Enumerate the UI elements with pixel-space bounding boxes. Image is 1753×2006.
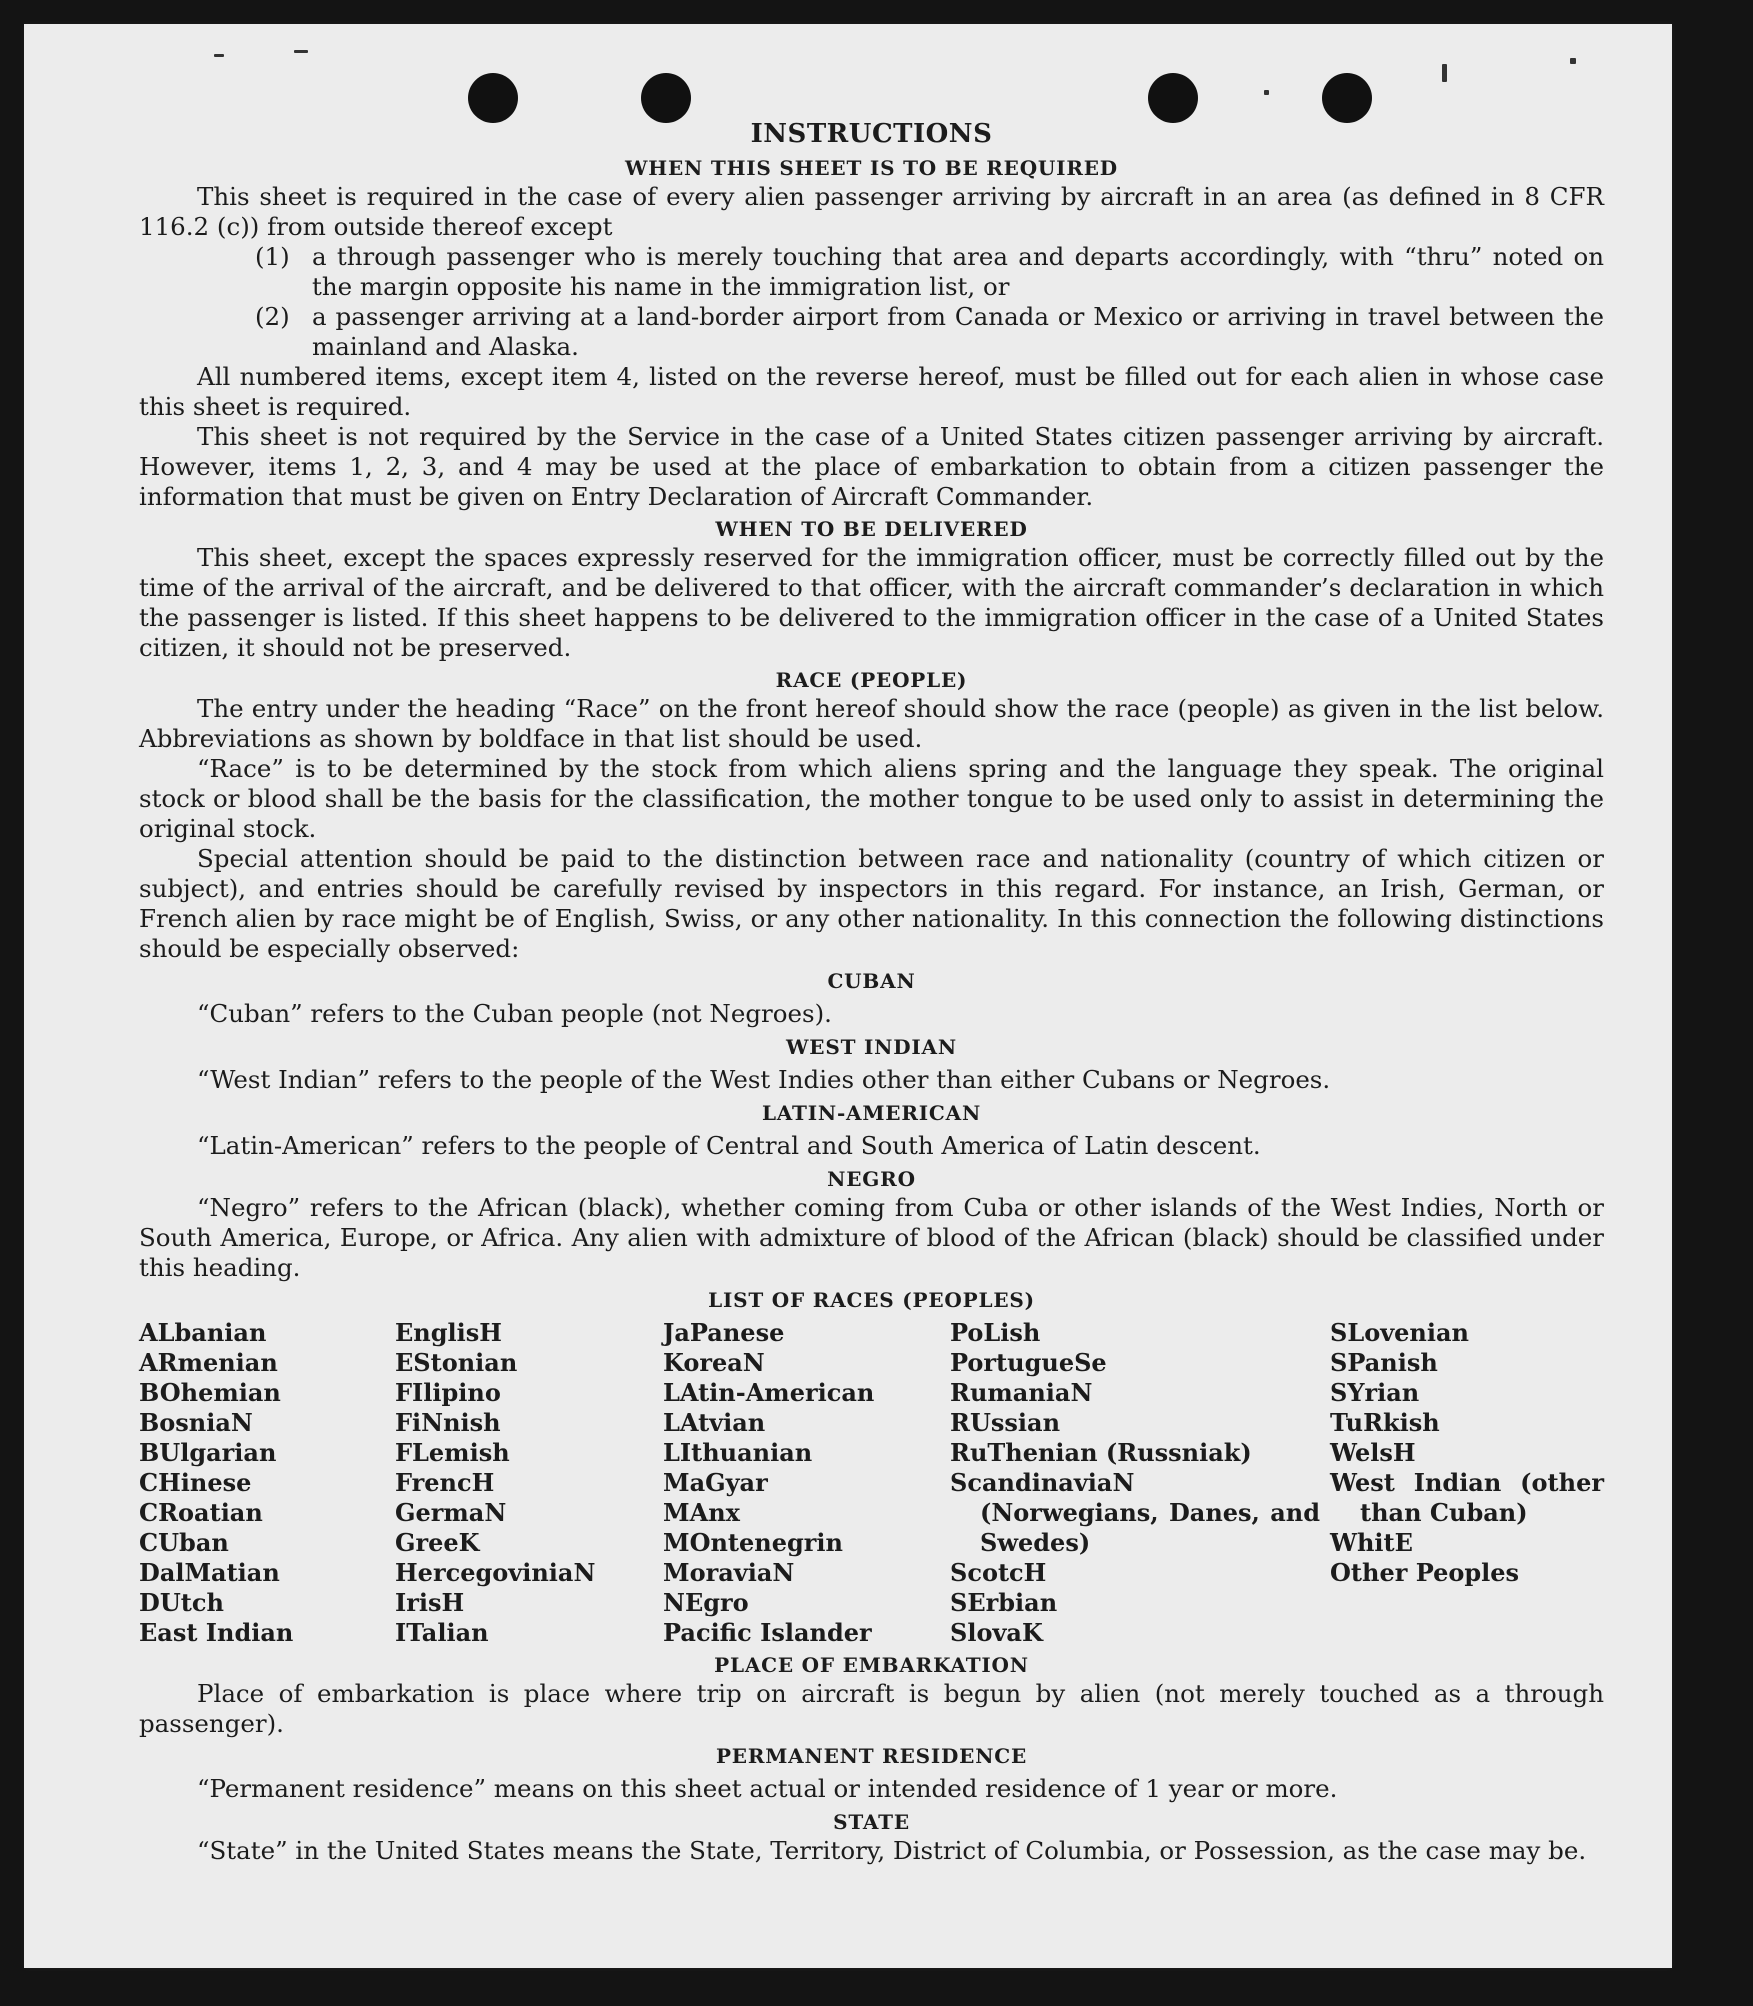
races-column: [395, 1318, 663, 1648]
race-entry: PortugueSe: [950, 1348, 1107, 1377]
race-entry: MOntenegrin: [663, 1528, 843, 1557]
race-entry: RumaniaN: [950, 1378, 1093, 1407]
race-entry: IrisH: [395, 1588, 465, 1617]
race-entry: MoraviaN: [663, 1558, 795, 1587]
race-entry: CRoatian: [139, 1498, 263, 1527]
definition-negro: “Negro” refers to the African (black), whether coming from Cuba or other islands of the West Indies, North or South America, Europe, or Africa. Any alien with admixture of blood of the African (black) should be classified under this heading.: [139, 1193, 1604, 1282]
race-entry: CUban: [139, 1528, 229, 1557]
speck: [294, 50, 308, 53]
race-entry: DalMatian: [139, 1558, 280, 1587]
races-column: [663, 1318, 950, 1648]
race-entry: SPanish: [1330, 1348, 1438, 1377]
list-item: (1) a through passenger who is merely touching that area and departs accordingly, with “thru” noted on the margin opposite his name in the immigration list, or: [255, 242, 1604, 301]
punch-hole: [1322, 73, 1372, 123]
speck: [1264, 90, 1269, 95]
races-column: [1330, 1318, 1604, 1648]
paragraph: Special attention should be paid to the distinction between race and nationality (country of which citizen or subject), and entries should be carefully revised by inspectors in this regard. For instance, an Irish, German, or French alien by race might be of English, Swiss, or any other nationality. In this connection the following distinctions should be especially observed:: [139, 844, 1604, 963]
list-item: (2) a passenger arriving at a land-border airport from Canada or Mexico or arriving in travel between the mainland and Alaska.: [255, 302, 1604, 361]
race-entry: ScotcH: [950, 1558, 1047, 1587]
race-entry: SLovenian: [1330, 1318, 1469, 1347]
paragraph: This sheet is not required by the Service in the case of a United States citizen passenger arriving by aircraft. However, items 1, 2, 3, and 4 may be used at the place of embarkation to obtain from a citizen passenger the information that must be given on Entry Declaration of Aircraft Commander.: [139, 422, 1604, 511]
race-entry: MAnx: [663, 1498, 740, 1527]
race-entry: East Indian: [139, 1618, 294, 1647]
race-entry: GreeK: [395, 1528, 480, 1557]
speck: [214, 54, 224, 57]
race-entry: RuThenian (Russniak): [950, 1438, 1252, 1467]
definition-embarkation: Place of embarkation is place where trip on aircraft is begun by alien (not merely touched as a through passenger).: [139, 1679, 1604, 1738]
race-entry: LIthuanian: [663, 1438, 813, 1467]
race-entry: KoreaN: [663, 1348, 765, 1377]
paragraph: All numbered items, except item 4, listed on the reverse hereof, must be filled out for each alien in whose case this sheet is required.: [139, 362, 1604, 421]
paragraph: This sheet, except the spaces expressly reserved for the immigration officer, must be correctly filled out by the time of the arrival of the aircraft, and be delivered to that officer, with the aircraft commander’s declaration in which the passenger is listed. If this sheet happens to be delivered to the immigration officer in the case of a United States citizen, it should not be preserved.: [139, 543, 1604, 662]
paragraph: This sheet is required in the case of every alien passenger arriving by aircraft in an area (as defined in 8 CFR 116.2 (c)) from outside thereof except: [139, 182, 1604, 241]
race-entry: Pacific Islander: [663, 1618, 872, 1647]
race-entry: West Indian (other than Cuban): [1330, 1468, 1604, 1527]
race-entry: FLemish: [395, 1438, 510, 1467]
races-column: [139, 1318, 395, 1648]
race-entry: MaGyar: [663, 1468, 768, 1497]
race-entry: HercegoviniaN: [395, 1558, 596, 1587]
race-entry: JaPanese: [663, 1318, 785, 1347]
document-page: [24, 24, 1672, 1968]
section-heading-required: WHEN THIS SHEET IS TO BE REQUIRED: [625, 156, 1118, 180]
race-entry: NEgro: [663, 1588, 749, 1617]
races-list: [139, 1318, 1604, 1648]
instructions-content: [139, 117, 1604, 1866]
exceptions-list: [139, 242, 1604, 362]
race-entry: FIlipino: [395, 1378, 501, 1407]
race-entry: BUlgarian: [139, 1438, 277, 1467]
punch-hole: [1148, 73, 1198, 123]
definition-permanent-residence: “Permanent residence” means on this sheet actual or intended residence of 1 year or more.: [197, 1774, 1338, 1803]
punch-hole: [641, 73, 691, 123]
race-entry: WelsH: [1330, 1438, 1416, 1467]
race-entry: BOhemian: [139, 1378, 281, 1407]
definition-west-indian: “West Indian” refers to the people of the West Indies other than either Cubans or Negroes.: [197, 1065, 1331, 1094]
speck: [1442, 64, 1447, 82]
race-entry: SErbian: [950, 1588, 1058, 1617]
race-entry: EStonian: [395, 1348, 518, 1377]
page-title: INSTRUCTIONS: [750, 119, 993, 149]
heading-west-indian: WEST INDIAN: [786, 1035, 957, 1059]
race-entry: PoLish: [950, 1318, 1041, 1347]
race-entry: ALbanian: [139, 1318, 267, 1347]
race-entry: ARmenian: [139, 1348, 278, 1377]
race-entry: FrencH: [395, 1468, 495, 1497]
race-entry: DUtch: [139, 1588, 224, 1617]
heading-list-of-races: LIST OF RACES (PEOPLES): [708, 1288, 1035, 1312]
heading-latin-american: LATIN-AMERICAN: [761, 1101, 982, 1125]
race-entry: RUssian: [950, 1408, 1061, 1437]
section-heading-race: RACE (PEOPLE): [775, 668, 968, 692]
race-entry: BosniaN: [139, 1408, 253, 1437]
race-entry: ITalian: [395, 1618, 489, 1647]
race-entry: EnglisH: [395, 1318, 502, 1347]
heading-negro: NEGRO: [827, 1167, 916, 1191]
race-entry: SlovaK: [950, 1618, 1043, 1647]
punch-hole: [468, 73, 518, 123]
section-heading-delivered: WHEN TO BE DELIVERED: [715, 517, 1028, 541]
race-entry: FiNnish: [395, 1408, 501, 1437]
races-column: [950, 1318, 1330, 1648]
race-entry: LAtvian: [663, 1408, 766, 1437]
race-entry: WhitE: [1330, 1528, 1413, 1557]
heading-cuban: CUBAN: [827, 969, 916, 993]
race-entry: GermaN: [395, 1498, 507, 1527]
paragraph: The entry under the heading “Race” on the front hereof should show the race (people) as given in the list below. Abbreviations as shown by boldface in that list should be used.: [139, 694, 1604, 753]
heading-state: STATE: [833, 1810, 910, 1834]
definition-latin-american: “Latin-American” refers to the people of Central and South America of Latin descent.: [197, 1131, 1261, 1160]
definition-state: “State” in the United States means the State, Territory, District of Columbia, or Possession, as the case may be.: [197, 1836, 1587, 1865]
race-entry: TuRkish: [1330, 1408, 1440, 1437]
race-entry: CHinese: [139, 1468, 252, 1497]
race-entry: LAtin-American: [663, 1378, 875, 1407]
speck: [1570, 58, 1576, 64]
heading-embarkation: PLACE OF EMBARKATION: [714, 1653, 1029, 1677]
paragraph: “Race” is to be determined by the stock from which aliens spring and the language they speak. The original stock or blood shall be the basis for the classification, the mother tongue to be used only to assist in determining the original stock.: [139, 754, 1604, 843]
race-entry: Other Peoples: [1330, 1558, 1520, 1587]
race-entry: ScandinaviaN (Norwegians, Danes, and Swedes): [950, 1468, 1320, 1557]
definition-cuban: “Cuban” refers to the Cuban people (not Negroes).: [197, 999, 832, 1028]
race-entry: SYrian: [1330, 1378, 1420, 1407]
heading-permanent-residence: PERMANENT RESIDENCE: [715, 1744, 1028, 1768]
